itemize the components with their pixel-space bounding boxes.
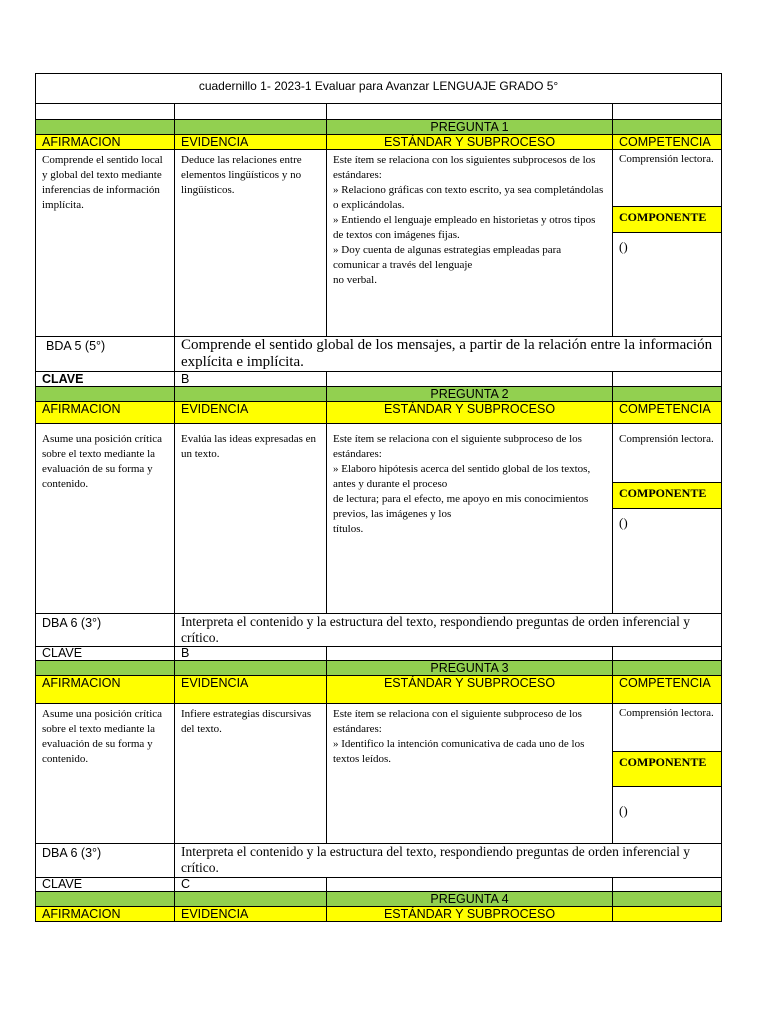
green-blank [36,892,175,907]
empty-cell [327,372,613,387]
empty-cell [613,104,722,120]
estandar-header: ESTÁNDAR Y SUBPROCESO [327,135,613,150]
evidencia-text: Deduce las relaciones entre elementos lingüísticos y no lingüísticos. [175,150,327,337]
green-blank [36,120,175,135]
estandar-item: de lectura; para el efecto, me apoyo en mis conocimientos previos, las imágenes y los [333,493,589,520]
empty-cell [327,104,613,120]
competencia-header: COMPETENCIA [613,135,722,150]
componente-label: COMPONENTE [613,482,721,509]
green-blank [613,387,722,402]
empty-cell [175,104,327,120]
dba-label: BDA 5 (5°) [36,337,175,372]
clave-value: B [175,647,327,661]
dba-text: Interpreta el contenido y la estructura del texto, respondiendo preguntas de orden inferencial y crítico. [175,844,722,878]
green-blank [613,120,722,135]
componente-label: COMPONENTE [613,206,721,233]
green-blank [175,120,327,135]
afirmacion-header: AFIRMACION [36,402,175,424]
estandar-text [327,150,613,337]
document-title: cuadernillo 1- 2023-1 Evaluar para Avanzar LENGUAJE GRADO 5° [36,74,722,104]
afirmacion-header: AFIRMACION [36,676,175,704]
componente-value: () [619,239,628,254]
green-blank [175,661,327,676]
competencia-text: Comprensión lectora. [619,707,714,719]
pregunta-3-heading: PREGUNTA 3 [327,661,613,676]
green-blank [175,387,327,402]
competencia-header: COMPETENCIA [613,402,722,424]
dba-label: DBA 6 (3°) [36,844,175,878]
competencia-header: COMPETENCIA [613,676,722,704]
competencia-text: Comprensión lectora. [619,153,714,165]
afirmacion-header: AFIRMACION [36,135,175,150]
estandar-text [327,704,613,844]
componente-value: () [619,515,628,530]
afirmacion-text: Asume una posición crítica sobre el texto mediante la evaluación de su forma y contenido. [36,704,175,844]
evidencia-text: Infiere estrategias discursivas del texto. [175,704,327,844]
empty-cell [327,878,613,892]
empty-cell [36,104,175,120]
evidencia-header: EVIDENCIA [175,907,327,922]
competencia-cell [613,150,722,337]
estandar-intro: Este ítem se relaciona con el siguiente subproceso de los estándares: [333,708,582,735]
yellow-blank [613,907,722,922]
clave-value: B [175,372,327,387]
competencia-text: Comprensión lectora. [619,433,714,445]
evidencia-header: EVIDENCIA [175,402,327,424]
evidencia-header: EVIDENCIA [175,676,327,704]
estandar-item: » Elaboro hipótesis acerca del sentido global de los textos, antes y durante el proceso [333,463,591,490]
estandar-item: » Entiendo el lenguaje empleado en historietas y otros tipos de textos con imágenes fijas. [333,214,596,241]
pregunta-1-heading: PREGUNTA 1 [327,120,613,135]
estandar-item: títulos. [333,523,364,535]
estandar-item: » Identifico la intención comunicativa de cada uno de los textos leídos. [333,738,585,765]
clave-value: C [175,878,327,892]
pregunta-2-heading: PREGUNTA 2 [327,387,613,402]
dba-text: Interpreta el contenido y la estructura del texto, respondiendo preguntas de orden inferencial y crítico. [175,614,722,647]
afirmacion-text: Comprende el sentido local y global del texto mediante inferencias de información implícita. [36,150,175,337]
green-blank [613,661,722,676]
evaluation-table [35,73,722,922]
estandar-item: no verbal. [333,274,377,286]
competencia-cell [613,704,722,844]
estandar-intro: Este ítem se relaciona con el siguiente subproceso de los estándares: [333,433,582,460]
estandar-header: ESTÁNDAR Y SUBPROCESO [327,402,613,424]
estandar-item: » Doy cuenta de algunas estrategias empleadas para comunicar a través del lenguaje [333,244,562,271]
estandar-header: ESTÁNDAR Y SUBPROCESO [327,676,613,704]
empty-cell [613,647,722,661]
componente-label: COMPONENTE [613,751,721,787]
clave-label: CLAVE [36,372,175,387]
componente-value: () [619,803,628,818]
pregunta-4-heading: PREGUNTA 4 [327,892,613,907]
estandar-header: ESTÁNDAR Y SUBPROCESO [327,907,613,922]
estandar-intro: Este ítem se relaciona con los siguientes subprocesos de los estándares: [333,154,596,181]
evidencia-text: Evalúa las ideas expresadas en un texto. [175,424,327,614]
dba-text: Comprende el sentido global de los mensajes, a partir de la relación entre la información explícita e implícita. [175,337,722,372]
green-blank [36,387,175,402]
evidencia-header: EVIDENCIA [175,135,327,150]
estandar-text [327,424,613,614]
clave-label: CLAVE [36,647,175,661]
empty-cell [613,878,722,892]
green-blank [36,661,175,676]
clave-label: CLAVE [36,878,175,892]
green-blank [613,892,722,907]
dba-label: DBA 6 (3°) [36,614,175,647]
green-blank [175,892,327,907]
empty-cell [613,372,722,387]
afirmacion-text: Asume una posición crítica sobre el texto mediante la evaluación de su forma y contenido. [36,424,175,614]
estandar-item: » Relaciono gráficas con texto escrito, ya sea completándolas o explicándolas. [333,184,604,211]
empty-cell [327,647,613,661]
afirmacion-header: AFIRMACION [36,907,175,922]
competencia-cell [613,424,722,614]
